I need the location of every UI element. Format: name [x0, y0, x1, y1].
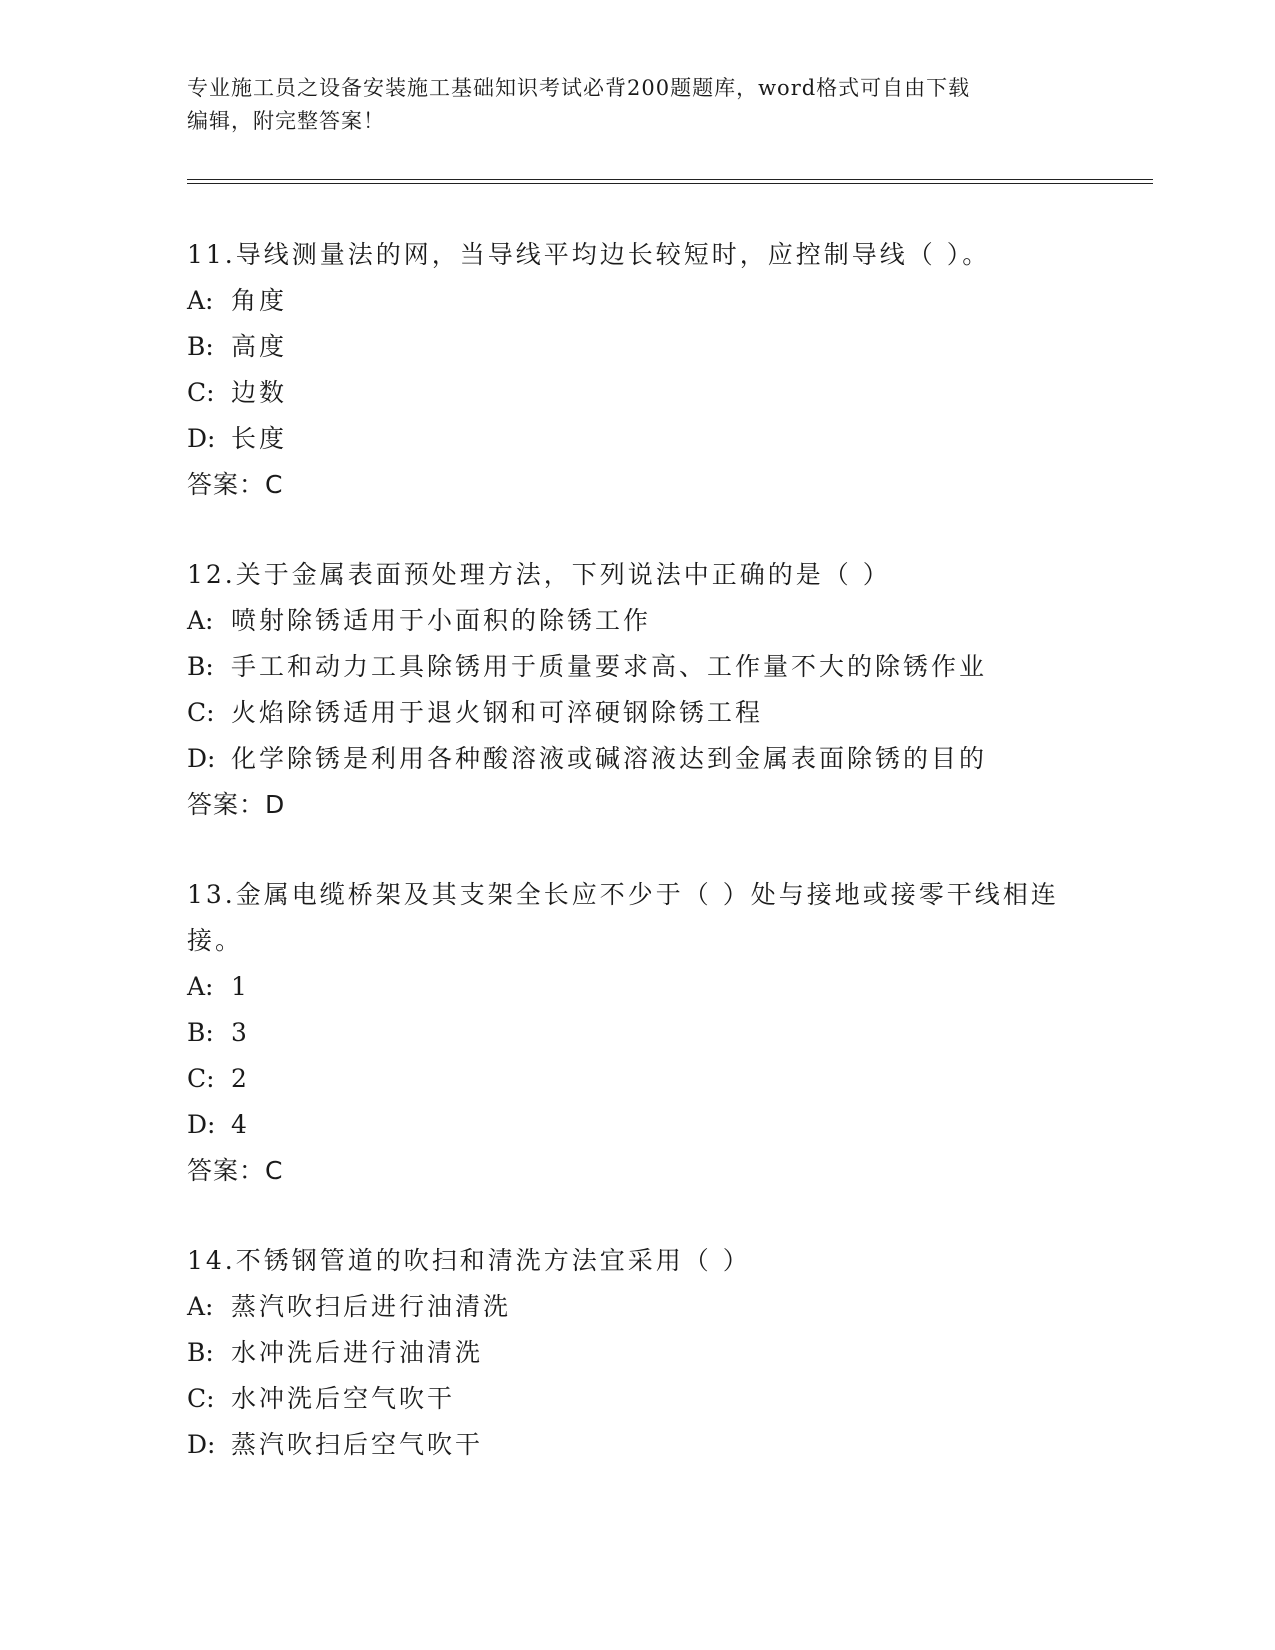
option-text: 蒸汽吹扫后进行油清洗: [231, 1292, 512, 1321]
option-letter: A:: [187, 286, 214, 315]
document-header: [187, 72, 1067, 138]
option-text: 手工和动力工具除锈用于质量要求高、工作量不大的除锈作业: [231, 652, 988, 681]
header-divider-bottom: [187, 183, 1153, 184]
option-text: 角度: [231, 286, 288, 315]
answer: 答案：D: [187, 790, 286, 819]
question-text: 11.导线测量法的网，当导线平均边长较短时，应控制导线（ ）。: [187, 240, 991, 269]
option-letter: B:: [187, 1338, 214, 1367]
option-a: [187, 278, 1087, 324]
option-b: [187, 324, 1087, 370]
question-text: 14.不锈钢管道的吹扫和清洗方法宜采用（ ）: [187, 1246, 751, 1275]
option-letter: D:: [187, 1430, 216, 1459]
option-b: [187, 644, 1087, 690]
question-13: [187, 872, 1087, 1194]
option-text: 3: [231, 1018, 250, 1047]
answer: 答案：C: [187, 470, 284, 499]
option-b: [187, 1010, 1087, 1056]
option-a: [187, 964, 1087, 1010]
option-text: 水冲洗后空气吹干: [231, 1384, 456, 1413]
option-a: [187, 1284, 1087, 1330]
question-11: [187, 232, 1087, 508]
option-b: [187, 1330, 1087, 1376]
option-a: [187, 598, 1087, 644]
option-text: 高度: [231, 332, 288, 361]
option-text: 1: [231, 972, 250, 1001]
option-text: 2: [231, 1064, 250, 1093]
option-text: 火焰除锈适用于退火钢和可淬硬钢除锈工程: [231, 698, 764, 727]
option-letter: B:: [187, 1018, 214, 1047]
question-list: [187, 232, 1087, 1512]
option-text: 蒸汽吹扫后空气吹干: [231, 1430, 484, 1459]
option-text: 边数: [231, 378, 288, 407]
option-d: [187, 736, 1087, 782]
question-text: 13.金属电缆桥架及其支架全长应不少于（ ）处与接地或接零干线相连接。: [187, 880, 1059, 955]
option-text: 喷射除锈适用于小面积的除锈工作: [231, 606, 652, 635]
option-text: 长度: [231, 424, 288, 453]
option-letter: C:: [187, 378, 215, 407]
option-c: [187, 1376, 1087, 1422]
option-d: [187, 416, 1087, 462]
option-c: [187, 370, 1087, 416]
option-letter: C:: [187, 1064, 215, 1093]
option-letter: C:: [187, 1384, 215, 1413]
option-letter: D:: [187, 744, 216, 773]
option-text: 水冲洗后进行油清洗: [231, 1338, 484, 1367]
option-c: [187, 690, 1087, 736]
header-line-2: 编辑，附完整答案！: [187, 109, 385, 133]
option-letter: C:: [187, 698, 215, 727]
option-letter: B:: [187, 652, 214, 681]
header-line-1: 专业施工员之设备安装施工基础知识考试必背200题题库，word格式可自由下载: [187, 76, 971, 100]
option-c: [187, 1056, 1087, 1102]
option-d: [187, 1102, 1087, 1148]
option-letter: A:: [187, 606, 214, 635]
question-12: [187, 552, 1087, 828]
option-letter: A:: [187, 972, 214, 1001]
option-letter: B:: [187, 332, 214, 361]
option-d: [187, 1422, 1087, 1468]
option-letter: A:: [187, 1292, 214, 1321]
question-14: [187, 1238, 1087, 1468]
option-text: 4: [231, 1110, 250, 1139]
option-text: 化学除锈是利用各种酸溶液或碱溶液达到金属表面除锈的目的: [231, 744, 988, 773]
option-letter: D:: [187, 424, 216, 453]
option-letter: D:: [187, 1110, 216, 1139]
answer: 答案：C: [187, 1156, 284, 1185]
header-divider-top: [187, 179, 1153, 180]
question-text: 12.关于金属表面预处理方法，下列说法中正确的是（ ）: [187, 560, 891, 589]
